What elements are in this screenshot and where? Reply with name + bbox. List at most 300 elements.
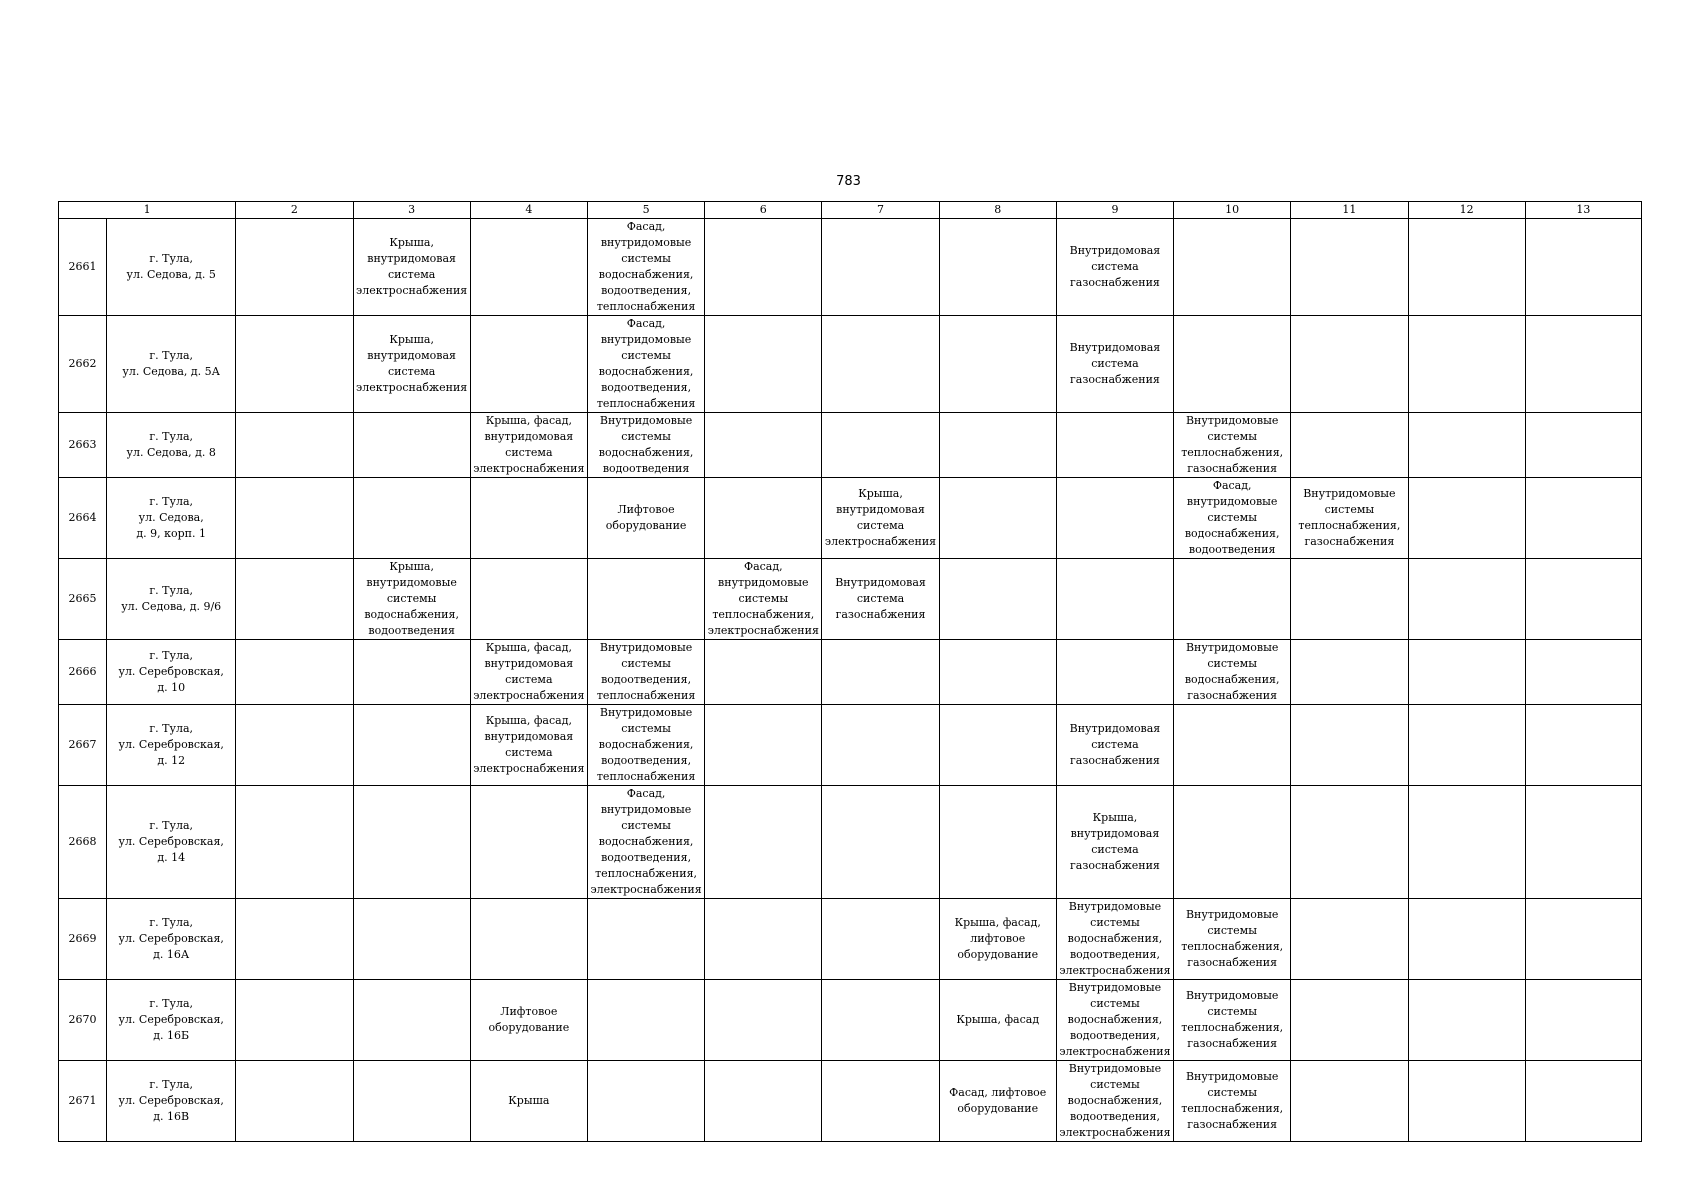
work-cell: [353, 316, 470, 413]
cell-line: Фасад,: [626, 317, 666, 330]
cell-line: газоснабжения: [1187, 689, 1278, 702]
work-cell: [822, 559, 939, 640]
cell-line: системы: [621, 819, 671, 832]
cell-line: внутридомовая: [367, 252, 456, 265]
work-cell: [1056, 316, 1173, 413]
cell-line: Фасад,: [743, 560, 783, 573]
work-cell: [1408, 1061, 1525, 1142]
cell-line: газоснабжения: [1187, 462, 1278, 475]
work-cell: [939, 899, 1056, 980]
work-cell: [353, 786, 470, 899]
cell-line: Крыша, фасад: [956, 1013, 1040, 1026]
table-row: [59, 640, 1642, 705]
cell-line: г. Тула,: [149, 495, 193, 508]
cell-line: системы: [1207, 511, 1257, 524]
work-cell: [1056, 640, 1173, 705]
work-cell: [1174, 786, 1291, 899]
cell-line: водоотведения,: [601, 754, 692, 767]
table-row: [59, 705, 1642, 786]
address-cell: [107, 705, 236, 786]
cell-line: водоотведения,: [1069, 1029, 1160, 1042]
cell-line: Лифтовое: [500, 1005, 558, 1018]
cell-line: Внутридомовые: [1185, 641, 1279, 654]
cell-line: лифтовое: [970, 932, 1026, 945]
table-row: [59, 786, 1642, 899]
row-number: 2671: [59, 1061, 107, 1142]
cell-line: ул. Седова, д. 8: [126, 446, 216, 459]
cell-line: электроснабжения: [824, 535, 937, 548]
work-cell: [705, 413, 822, 478]
work-cell: [1174, 640, 1291, 705]
work-cell: [1291, 640, 1408, 705]
work-cell: [470, 478, 587, 559]
work-cell: [1174, 1061, 1291, 1142]
cell-line: водоотведения: [602, 462, 690, 475]
cell-line: г. Тула,: [149, 649, 193, 662]
column-header: 3: [353, 202, 470, 219]
work-cell: [353, 478, 470, 559]
cell-line: Внутридомовые: [599, 641, 693, 654]
cell-line: система: [505, 446, 553, 459]
cell-line: электроснабжения: [1059, 1045, 1171, 1058]
row-number: 2668: [59, 786, 107, 899]
address-cell: [107, 219, 236, 316]
cell-line: водоснабжения,: [598, 365, 694, 378]
work-cell: [1525, 899, 1641, 980]
work-cell: [236, 478, 353, 559]
work-cell: [1056, 980, 1173, 1061]
work-cell: [587, 413, 704, 478]
work-cell: [353, 219, 470, 316]
cell-line: водоотведения,: [601, 381, 692, 394]
cell-line: система: [387, 365, 436, 378]
cell-line: система: [1091, 843, 1139, 856]
table-row: [59, 478, 1642, 559]
work-cell: [1408, 413, 1525, 478]
cell-line: внутридомовые: [600, 333, 692, 346]
address-cell: [107, 559, 236, 640]
cell-line: теплоснабжения,: [595, 867, 698, 880]
cell-line: теплоснабжения: [596, 689, 696, 702]
work-cell: [587, 478, 704, 559]
work-cell: [939, 980, 1056, 1061]
work-cell: [1056, 705, 1173, 786]
work-cell: [353, 1061, 470, 1142]
work-cell: [1525, 786, 1641, 899]
cell-line: внутридомовая: [484, 730, 574, 743]
cell-line: д. 12: [157, 754, 186, 767]
work-cell: [1525, 316, 1641, 413]
work-cell: [1174, 559, 1291, 640]
work-cell: [470, 219, 587, 316]
cell-line: водоотведения,: [1069, 1110, 1160, 1123]
cell-line: водоотведения: [1188, 543, 1276, 556]
row-number: 2669: [59, 899, 107, 980]
cell-line: г. Тула,: [149, 430, 193, 443]
cell-line: Крыша,: [389, 560, 434, 573]
address-cell: [107, 478, 236, 559]
work-cell: [1408, 899, 1525, 980]
column-header: 7: [822, 202, 939, 219]
row-number: 2665: [59, 559, 107, 640]
column-header: 9: [1056, 202, 1173, 219]
row-number: 2664: [59, 478, 107, 559]
cell-line: электроснабжения: [473, 689, 585, 702]
column-header: 13: [1525, 202, 1641, 219]
work-cell: [939, 219, 1056, 316]
cell-line: системы: [738, 592, 789, 605]
work-cell: [1291, 899, 1408, 980]
cell-line: Крыша: [508, 1094, 550, 1107]
work-cell: [236, 413, 353, 478]
work-cell: [705, 478, 822, 559]
cell-line: водоснабжения,: [364, 608, 459, 621]
work-cell: [822, 980, 939, 1061]
address-cell: [107, 980, 236, 1061]
address-cell: [107, 786, 236, 899]
work-cell: [939, 640, 1056, 705]
cell-line: Внутридомовые: [599, 706, 693, 719]
work-cell: [353, 640, 470, 705]
work-cell: [822, 899, 939, 980]
work-cell: [1408, 980, 1525, 1061]
cell-line: г. Тула,: [149, 819, 193, 832]
work-cell: [470, 786, 587, 899]
work-cell: [236, 316, 353, 413]
cell-line: Внутридомовые: [1068, 981, 1162, 994]
cell-line: теплоснабжения,: [1298, 519, 1401, 532]
work-cell: [705, 1061, 822, 1142]
table-row: [59, 980, 1642, 1061]
work-cell: [1056, 478, 1173, 559]
row-number: 2661: [59, 219, 107, 316]
work-cell: [587, 980, 704, 1061]
cell-line: г. Тула,: [149, 916, 193, 929]
cell-line: д. 9, корп. 1: [136, 527, 206, 540]
work-cell: [1291, 705, 1408, 786]
work-cell: [1056, 899, 1173, 980]
work-cell: [587, 559, 704, 640]
cell-line: газоснабжения: [1304, 535, 1395, 548]
cell-line: Крыша, фасад,: [485, 714, 572, 727]
work-cell: [236, 219, 353, 316]
table-row: [59, 1061, 1642, 1142]
cell-line: внутридомовые: [718, 576, 809, 589]
cell-line: система: [387, 268, 436, 281]
cell-line: Фасад, лифтовое: [949, 1086, 1047, 1099]
cell-line: Крыша, фасад,: [954, 916, 1041, 929]
work-cell: [1291, 980, 1408, 1061]
address-cell: [107, 316, 236, 413]
cell-line: система: [1091, 260, 1139, 273]
cell-line: ул. Серебровская,: [118, 665, 224, 678]
work-cell: [470, 559, 587, 640]
work-cell: [1174, 980, 1291, 1061]
column-header: 12: [1408, 202, 1525, 219]
work-cell: [822, 219, 939, 316]
cell-line: Крыша,: [389, 236, 434, 249]
cell-line: г. Тула,: [149, 722, 193, 735]
cell-line: газоснабжения: [1070, 859, 1160, 872]
cell-line: оборудование: [605, 519, 687, 532]
cell-line: водоотведения,: [601, 673, 692, 686]
cell-line: водоотведения,: [601, 851, 692, 864]
work-cell: [470, 640, 587, 705]
cell-line: газоснабжения: [835, 608, 926, 621]
work-cell: [587, 640, 704, 705]
work-cell: [1174, 705, 1291, 786]
work-cell: [470, 316, 587, 413]
work-cell: [939, 786, 1056, 899]
cell-line: системы: [621, 252, 671, 265]
work-cell: [587, 1061, 704, 1142]
work-cell: [1291, 1061, 1408, 1142]
work-cell: [236, 786, 353, 899]
work-cell: [470, 980, 587, 1061]
cell-line: ул. Седова, д. 5: [126, 268, 216, 281]
work-cell: [1174, 899, 1291, 980]
work-cell: [1056, 1061, 1173, 1142]
row-number: 2663: [59, 413, 107, 478]
cell-line: системы: [621, 430, 671, 443]
cell-line: оборудование: [957, 948, 1039, 961]
cell-line: водоснабжения,: [598, 738, 694, 751]
work-cell: [939, 705, 1056, 786]
row-number: 2662: [59, 316, 107, 413]
cell-line: Внутридомовая: [1069, 244, 1161, 257]
work-cell: [822, 478, 939, 559]
work-cell: [236, 899, 353, 980]
cell-line: д. 16А: [153, 948, 190, 961]
cell-line: электроснабжения: [1059, 1126, 1171, 1139]
work-cell: [939, 478, 1056, 559]
work-cell: [1525, 559, 1641, 640]
work-cell: [1291, 413, 1408, 478]
cell-line: Крыша, фасад,: [485, 414, 572, 427]
work-cell: [587, 899, 704, 980]
work-cell: [1174, 478, 1291, 559]
work-cell: [822, 640, 939, 705]
cell-line: водоотведения,: [1069, 948, 1160, 961]
work-cell: [1408, 559, 1525, 640]
cell-line: внутридомовая: [484, 657, 574, 670]
cell-line: Крыша,: [389, 333, 434, 346]
cell-line: Внутридомовые: [1185, 908, 1279, 921]
work-cell: [470, 705, 587, 786]
table-row: [59, 219, 1642, 316]
cell-line: системы: [1207, 657, 1257, 670]
cell-line: г. Тула,: [149, 349, 193, 362]
column-header: 6: [705, 202, 822, 219]
work-cell: [1291, 786, 1408, 899]
work-cell: [236, 1061, 353, 1142]
cell-line: водоснабжения,: [598, 268, 694, 281]
cell-line: теплоснабжения: [596, 300, 696, 313]
cell-line: электроснабжения: [356, 284, 468, 297]
work-schedule-table: [58, 201, 1642, 1142]
cell-line: система: [505, 746, 553, 759]
cell-line: д. 10: [157, 681, 186, 694]
cell-line: системы: [1324, 503, 1375, 516]
table-row: [59, 316, 1642, 413]
cell-line: Внутридомовая: [1069, 341, 1161, 354]
work-cell: [1525, 980, 1641, 1061]
cell-line: водоснабжения,: [598, 446, 694, 459]
address-cell: [107, 1061, 236, 1142]
cell-line: теплоснабжения,: [1181, 940, 1284, 953]
cell-line: ул. Серебровская,: [118, 932, 224, 945]
work-cell: [705, 786, 822, 899]
work-cell: [236, 640, 353, 705]
work-cell: [939, 559, 1056, 640]
work-cell: [587, 316, 704, 413]
work-cell: [939, 1061, 1056, 1142]
cell-line: ул. Седова, д. 9/6: [121, 600, 222, 613]
address-cell: [107, 899, 236, 980]
cell-line: системы: [1207, 1086, 1257, 1099]
work-cell: [939, 413, 1056, 478]
work-cell: [1056, 219, 1173, 316]
work-cell: [470, 899, 587, 980]
row-number: 2666: [59, 640, 107, 705]
cell-line: газоснабжения: [1070, 373, 1160, 386]
work-cell: [705, 559, 822, 640]
cell-line: система: [856, 592, 905, 605]
column-header: 1: [59, 202, 236, 219]
work-cell: [1291, 219, 1408, 316]
work-cell: [1525, 1061, 1641, 1142]
cell-line: водоснабжения,: [1067, 932, 1163, 945]
cell-line: ул. Седова,: [138, 511, 204, 524]
work-cell: [353, 413, 470, 478]
work-cell: [1056, 786, 1173, 899]
cell-line: внутридомовые: [366, 576, 457, 589]
cell-line: системы: [621, 657, 671, 670]
cell-line: внутридомовые: [1186, 495, 1278, 508]
column-header: 8: [939, 202, 1056, 219]
cell-line: д. 16Б: [153, 1029, 190, 1042]
cell-line: внутридомовая: [484, 430, 574, 443]
cell-line: оборудование: [488, 1021, 570, 1034]
work-cell: [1525, 219, 1641, 316]
cell-line: системы: [1090, 916, 1140, 929]
cell-line: Внутридомовые: [599, 414, 693, 427]
work-cell: [1056, 413, 1173, 478]
cell-line: газоснабжения: [1187, 1118, 1278, 1131]
work-cell: [705, 705, 822, 786]
cell-line: система: [505, 673, 553, 686]
cell-line: газоснабжения: [1187, 956, 1278, 969]
address-cell: [107, 413, 236, 478]
cell-line: водоотведения: [368, 624, 455, 637]
cell-line: электроснабжения: [356, 381, 468, 394]
cell-line: Крыша,: [858, 487, 903, 500]
row-number: 2667: [59, 705, 107, 786]
cell-line: внутридомовые: [600, 803, 692, 816]
page-number: 783: [836, 174, 861, 189]
work-cell: [822, 786, 939, 899]
cell-line: г. Тула,: [149, 1078, 193, 1091]
column-header: 11: [1291, 202, 1408, 219]
cell-line: Внутридомовая: [1069, 722, 1161, 735]
work-cell: [587, 786, 704, 899]
work-cell: [1291, 559, 1408, 640]
cell-line: Лифтовое: [617, 503, 675, 516]
cell-line: система: [1091, 738, 1139, 751]
cell-line: система: [856, 519, 905, 532]
cell-line: электроснабжения: [473, 762, 585, 775]
cell-line: системы: [386, 592, 437, 605]
cell-line: внутридомовая: [836, 503, 925, 516]
work-cell: [587, 705, 704, 786]
cell-line: системы: [621, 349, 671, 362]
cell-line: газоснабжения: [1187, 1037, 1278, 1050]
cell-line: водоснабжения,: [598, 835, 694, 848]
cell-line: ул. Серебровская,: [118, 835, 224, 848]
column-header: 10: [1174, 202, 1291, 219]
work-cell: [1408, 316, 1525, 413]
cell-line: электроснабжения: [1059, 964, 1171, 977]
cell-line: системы: [621, 722, 671, 735]
cell-line: внутридомовая: [367, 349, 456, 362]
cell-line: электроснабжения: [473, 462, 585, 475]
work-cell: [705, 640, 822, 705]
column-header: 4: [470, 202, 587, 219]
work-cell: [939, 316, 1056, 413]
cell-line: газоснабжения: [1070, 754, 1160, 767]
work-cell: [1291, 478, 1408, 559]
cell-line: газоснабжения: [1070, 276, 1160, 289]
work-cell: [470, 413, 587, 478]
work-cell: [1525, 640, 1641, 705]
cell-line: теплоснабжения,: [1181, 1102, 1284, 1115]
cell-line: водоснабжения,: [1184, 673, 1280, 686]
cell-line: электроснабжения: [590, 883, 702, 896]
column-header: 2: [236, 202, 353, 219]
cell-line: теплоснабжения,: [1181, 446, 1284, 459]
cell-line: Внутридомовые: [1068, 900, 1162, 913]
cell-line: д. 16В: [153, 1110, 190, 1123]
header-row: [59, 202, 1642, 219]
cell-line: системы: [1207, 924, 1257, 937]
work-cell: [705, 899, 822, 980]
cell-line: д. 14: [157, 851, 186, 864]
cell-line: Внутридомовые: [1185, 414, 1279, 427]
cell-line: Фасад,: [626, 220, 666, 233]
cell-line: Внутридомовые: [1185, 989, 1279, 1002]
work-cell: [236, 559, 353, 640]
cell-line: внутридомовая: [1070, 827, 1160, 840]
cell-line: системы: [1090, 1078, 1140, 1091]
address-cell: [107, 640, 236, 705]
cell-line: системы: [1090, 997, 1140, 1010]
work-cell: [705, 980, 822, 1061]
cell-line: водоснабжения,: [1067, 1013, 1163, 1026]
cell-line: водоснабжения,: [1184, 527, 1280, 540]
cell-line: системы: [1207, 1005, 1257, 1018]
cell-line: ул. Седова, д. 5А: [122, 365, 220, 378]
work-cell: [1525, 478, 1641, 559]
row-number: 2670: [59, 980, 107, 1061]
work-cell: [822, 413, 939, 478]
work-cell: [1408, 219, 1525, 316]
work-cell: [236, 705, 353, 786]
cell-line: теплоснабжения,: [1181, 1021, 1284, 1034]
cell-line: теплоснабжения: [596, 770, 696, 783]
work-cell: [353, 980, 470, 1061]
cell-line: водоснабжения,: [1067, 1094, 1163, 1107]
work-cell: [1525, 705, 1641, 786]
